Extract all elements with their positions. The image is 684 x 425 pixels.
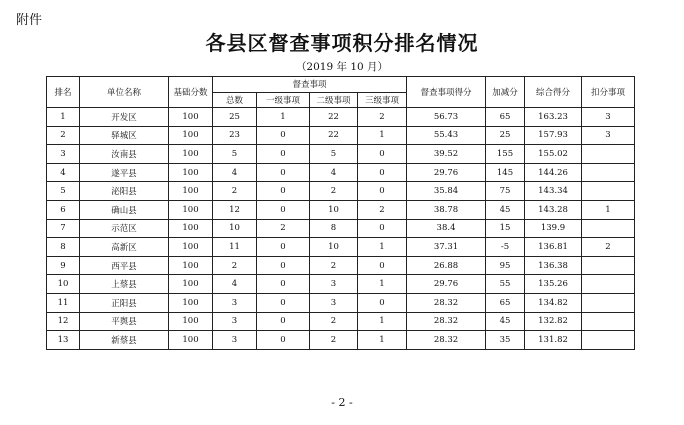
cell-base-score: 100 — [169, 182, 213, 201]
header-unit-name: 单位名称 — [80, 77, 169, 108]
cell-rank: 2 — [47, 126, 80, 145]
table-row — [47, 293, 635, 312]
cell-level3: 2 — [358, 108, 407, 127]
cell-deduction-items — [582, 293, 635, 312]
cell-total: 23 — [213, 126, 257, 145]
cell-deduction-items: 3 — [582, 126, 635, 145]
cell-overall-score: 163.23 — [525, 108, 582, 127]
attachment-label: 附件 — [16, 13, 43, 28]
cell-level2: 8 — [310, 219, 358, 238]
cell-unit-name: 上蔡县 — [80, 275, 169, 294]
cell-level2: 2 — [310, 256, 358, 275]
cell-base-score: 100 — [169, 312, 213, 331]
cell-rank: 10 — [47, 275, 80, 294]
cell-bonus: 145 — [486, 163, 525, 182]
cell-level2: 4 — [310, 163, 358, 182]
table-row — [47, 163, 635, 182]
cell-bonus: 45 — [486, 312, 525, 331]
cell-base-score: 100 — [169, 238, 213, 257]
cell-deduction-items — [582, 256, 635, 275]
cell-bonus: 15 — [486, 219, 525, 238]
table-row — [47, 331, 635, 350]
cell-rank: 11 — [47, 293, 80, 312]
cell-level1: 0 — [257, 293, 310, 312]
table-row — [47, 126, 635, 145]
table-row — [47, 238, 635, 257]
cell-overall-score: 157.93 — [525, 126, 582, 145]
cell-total: 12 — [213, 200, 257, 219]
cell-supervise-score: 28.32 — [407, 312, 486, 331]
cell-level3: 1 — [358, 312, 407, 331]
cell-rank: 3 — [47, 145, 80, 164]
cell-level1: 0 — [257, 275, 310, 294]
cell-level1: 0 — [257, 238, 310, 257]
header-level1: 一级事项 — [257, 92, 310, 108]
cell-bonus: 55 — [486, 275, 525, 294]
cell-supervise-score: 29.76 — [407, 163, 486, 182]
page-number: - 2 - — [331, 396, 353, 409]
cell-supervise-score: 38.4 — [407, 219, 486, 238]
cell-unit-name: 正阳县 — [80, 293, 169, 312]
cell-bonus: 65 — [486, 293, 525, 312]
cell-level3: 0 — [358, 256, 407, 275]
cell-rank: 6 — [47, 200, 80, 219]
cell-total: 4 — [213, 275, 257, 294]
cell-total: 25 — [213, 108, 257, 127]
table-header — [47, 77, 635, 108]
cell-level2: 3 — [310, 275, 358, 294]
cell-level1: 0 — [257, 126, 310, 145]
cell-level1: 0 — [257, 200, 310, 219]
cell-rank: 7 — [47, 219, 80, 238]
header-supervise-score: 督查事项得分 — [407, 77, 486, 108]
cell-total: 4 — [213, 163, 257, 182]
cell-overall-score: 131.82 — [525, 331, 582, 350]
cell-overall-score: 132.82 — [525, 312, 582, 331]
cell-level1: 0 — [257, 312, 310, 331]
cell-rank: 5 — [47, 182, 80, 201]
cell-level3: 0 — [358, 163, 407, 182]
cell-level2: 3 — [310, 293, 358, 312]
cell-total: 2 — [213, 256, 257, 275]
cell-total: 10 — [213, 219, 257, 238]
cell-supervise-score: 28.32 — [407, 331, 486, 350]
cell-supervise-score: 26.88 — [407, 256, 486, 275]
cell-level1: 0 — [257, 163, 310, 182]
cell-deduction-items — [582, 312, 635, 331]
table-row — [47, 145, 635, 164]
cell-base-score: 100 — [169, 293, 213, 312]
cell-unit-name: 平舆县 — [80, 312, 169, 331]
cell-level2: 22 — [310, 108, 358, 127]
cell-base-score: 100 — [169, 256, 213, 275]
cell-base-score: 100 — [169, 219, 213, 238]
cell-supervise-score: 29.76 — [407, 275, 486, 294]
cell-unit-name: 开发区 — [80, 108, 169, 127]
table-row — [47, 256, 635, 275]
cell-supervise-score: 56.73 — [407, 108, 486, 127]
cell-deduction-items: 3 — [582, 108, 635, 127]
cell-supervise-score: 38.78 — [407, 200, 486, 219]
cell-rank: 1 — [47, 108, 80, 127]
cell-overall-score: 143.34 — [525, 182, 582, 201]
cell-base-score: 100 — [169, 200, 213, 219]
cell-supervise-score: 37.31 — [407, 238, 486, 257]
cell-rank: 9 — [47, 256, 80, 275]
table-row — [47, 200, 635, 219]
cell-level3: 0 — [358, 182, 407, 201]
cell-overall-score: 143.28 — [525, 200, 582, 219]
cell-unit-name: 泌阳县 — [80, 182, 169, 201]
table-row — [47, 108, 635, 127]
cell-base-score: 100 — [169, 163, 213, 182]
cell-level2: 10 — [310, 238, 358, 257]
cell-level3: 1 — [358, 238, 407, 257]
cell-level1: 2 — [257, 219, 310, 238]
cell-level1: 0 — [257, 182, 310, 201]
cell-total: 3 — [213, 331, 257, 350]
cell-total: 2 — [213, 182, 257, 201]
cell-bonus: 75 — [486, 182, 525, 201]
cell-level2: 2 — [310, 331, 358, 350]
header-supervise-group: 督查事项 — [213, 77, 407, 93]
cell-level3: 0 — [358, 293, 407, 312]
cell-level3: 1 — [358, 126, 407, 145]
cell-level2: 2 — [310, 182, 358, 201]
cell-bonus: 65 — [486, 108, 525, 127]
cell-bonus: 155 — [486, 145, 525, 164]
cell-overall-score: 155.02 — [525, 145, 582, 164]
table-row — [47, 219, 635, 238]
cell-unit-name: 汝南县 — [80, 145, 169, 164]
cell-total: 3 — [213, 293, 257, 312]
cell-bonus: -5 — [486, 238, 525, 257]
cell-unit-name: 示范区 — [80, 219, 169, 238]
cell-bonus: 95 — [486, 256, 525, 275]
cell-unit-name: 遂平县 — [80, 163, 169, 182]
header-rank: 排名 — [47, 77, 80, 108]
header-total: 总数 — [213, 92, 257, 108]
cell-level2: 2 — [310, 312, 358, 331]
cell-level3: 2 — [358, 200, 407, 219]
cell-total: 3 — [213, 312, 257, 331]
document-subtitle: （2019 年 10 月） — [295, 61, 389, 73]
table-row — [47, 182, 635, 201]
cell-level2: 5 — [310, 145, 358, 164]
cell-base-score: 100 — [169, 331, 213, 350]
cell-deduction-items — [582, 219, 635, 238]
cell-level1: 0 — [257, 256, 310, 275]
cell-overall-score: 139.9 — [525, 219, 582, 238]
cell-overall-score: 134.82 — [525, 293, 582, 312]
cell-deduction-items: 2 — [582, 238, 635, 257]
cell-total: 11 — [213, 238, 257, 257]
cell-level1: 0 — [257, 331, 310, 350]
cell-overall-score: 135.26 — [525, 275, 582, 294]
cell-level3: 0 — [358, 145, 407, 164]
cell-level2: 22 — [310, 126, 358, 145]
cell-level3: 1 — [358, 331, 407, 350]
ranking-table — [46, 76, 635, 350]
cell-supervise-score: 28.32 — [407, 293, 486, 312]
cell-level1: 1 — [257, 108, 310, 127]
cell-bonus: 45 — [486, 200, 525, 219]
cell-rank: 12 — [47, 312, 80, 331]
cell-deduction-items — [582, 163, 635, 182]
cell-total: 5 — [213, 145, 257, 164]
cell-deduction-items — [582, 182, 635, 201]
cell-bonus: 25 — [486, 126, 525, 145]
cell-overall-score: 136.38 — [525, 256, 582, 275]
cell-deduction-items — [582, 145, 635, 164]
cell-overall-score: 144.26 — [525, 163, 582, 182]
cell-unit-name: 确山县 — [80, 200, 169, 219]
document-title: 各县区督查事项积分排名情况 — [205, 31, 479, 55]
cell-supervise-score: 39.52 — [407, 145, 486, 164]
cell-base-score: 100 — [169, 108, 213, 127]
cell-level3: 1 — [358, 275, 407, 294]
header-base-score: 基础分数 — [169, 77, 213, 108]
header-overall-score: 综合得分 — [525, 77, 582, 108]
cell-unit-name: 新蔡县 — [80, 331, 169, 350]
table-row — [47, 275, 635, 294]
cell-rank: 8 — [47, 238, 80, 257]
cell-rank: 13 — [47, 331, 80, 350]
header-bonus: 加减分 — [486, 77, 525, 108]
cell-level1: 0 — [257, 145, 310, 164]
cell-unit-name: 高新区 — [80, 238, 169, 257]
cell-level3: 0 — [358, 219, 407, 238]
table-body — [47, 108, 635, 350]
header-deduction-items: 扣分事项 — [582, 77, 635, 108]
cell-unit-name: 驿城区 — [80, 126, 169, 145]
cell-rank: 4 — [47, 163, 80, 182]
header-level3: 三级事项 — [358, 92, 407, 108]
cell-base-score: 100 — [169, 145, 213, 164]
cell-deduction-items: 1 — [582, 200, 635, 219]
cell-deduction-items — [582, 275, 635, 294]
cell-supervise-score: 35.84 — [407, 182, 486, 201]
cell-base-score: 100 — [169, 126, 213, 145]
cell-supervise-score: 55.43 — [407, 126, 486, 145]
cell-overall-score: 136.81 — [525, 238, 582, 257]
header-level2: 二级事项 — [310, 92, 358, 108]
cell-level2: 10 — [310, 200, 358, 219]
cell-unit-name: 西平县 — [80, 256, 169, 275]
cell-deduction-items — [582, 331, 635, 350]
cell-bonus: 35 — [486, 331, 525, 350]
table-row — [47, 312, 635, 331]
cell-base-score: 100 — [169, 275, 213, 294]
